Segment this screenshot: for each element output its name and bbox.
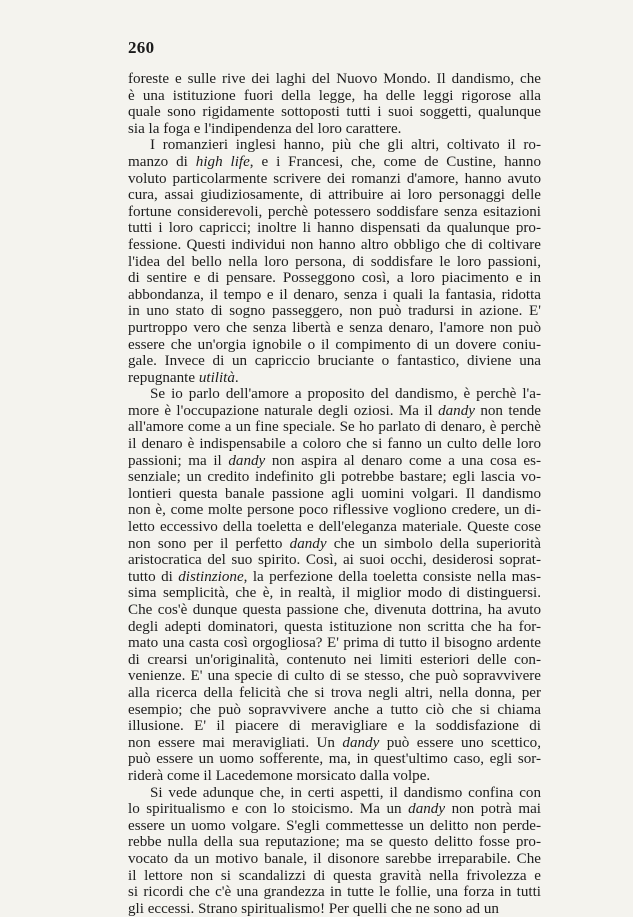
italic-term: dandy (342, 734, 380, 751)
page-number: 260 (128, 38, 155, 57)
text-line: repugnante utilità. (128, 369, 239, 386)
italic-term: dandy (408, 801, 446, 818)
text-line: aristocratica del suo spirito. Così, ai suoi occhi, desiderosi soprat- (128, 552, 541, 569)
text-line: tutto di distinzione, la perfezione della toeletta consiste nella mas- (128, 568, 541, 585)
text-line: Se io parlo dell'amore a proposito del dandismo, è perchè l'a- (150, 386, 541, 403)
text-line: senziale; un credito indefinito gli potrebbe bastare; egli lascia vo- (128, 469, 541, 486)
italic-term: dandy (228, 452, 266, 469)
text-line: alla ricerca della felicità che si trova negli altri, nella donna, per (128, 684, 541, 701)
text-line: gale. Invece di un capriccio bruciante o fantastico, diviene una (128, 353, 541, 370)
italic-term: dandy (438, 402, 475, 419)
text-line: essere che un'orgia ignobile o il compimento di un dovere coniu- (128, 336, 541, 353)
text-line: esempio; che può sopravvivere anche a tutto ciò che si chiama (128, 701, 541, 718)
paragraph (128, 386, 541, 784)
text-line: si ricordi che c'è una grandezza in tutte le follie, una forza in tutti (128, 884, 541, 901)
text-line: di crearsi un'originalità, contenuto nei limiti esteriori delle con- (128, 651, 541, 668)
text-line: non sono per il perfetto dandy che un simbolo della superiorità (128, 535, 541, 552)
text-line: manzo di high life, e i Francesi, che, come de Custine, hanno (128, 153, 541, 170)
text-line: vocato da un motivo banale, il disonore sarebbe irreparabile. Che (128, 850, 541, 867)
text-line: abbondanza, il tempo e il denaro, senza i quali la fantasia, ridotta (128, 286, 541, 303)
text-line: mato una casta così orgogliosa? E' prima di tutto il bisogno ardente (128, 635, 541, 652)
text-line: sia la foga e l'indipendenza del loro carattere. (128, 120, 402, 137)
text-line: in uno stato di sogno passeggero, non può tradursi in azione. E' (128, 303, 541, 320)
text-line: passioni; ma il dandy non aspira al denaro come a una cosa es- (128, 452, 541, 469)
text-line: non è, come molte persone poco riflessive vogliono credere, un di- (128, 502, 541, 519)
paragraph (128, 137, 541, 386)
text-line: all'amore come a un fine speciale. Se ho parlato di denaro, è perchè (128, 419, 541, 436)
paragraph (128, 785, 541, 917)
text-line: venienze. E' una specie di culto di se stesso, che può sopravvivere (128, 668, 541, 685)
text-line: more è l'occupazione naturale degli oziosi. Ma il dandy non tende (128, 402, 542, 419)
text-line: gli eccessi. Strano spiritualismo! Per quelli che ne sono ad un (128, 900, 499, 917)
text-line: Si vede adunque che, in certi aspetti, il dandismo confina con (150, 784, 541, 801)
text-line: tutti i loro capricci; inoltre li hanno dispensati da qualunque pro- (128, 220, 541, 237)
text-line: fortune considerevoli, perchè potessero soddisfare senza esitazioni (128, 203, 541, 220)
text-line: degli adepti dominatori, questa istituzione non scritta che ha for- (128, 618, 541, 635)
text-line: lontieri questa banale passione agli uomini volgari. Il dandismo (128, 485, 541, 502)
italic-term: high life (195, 153, 250, 170)
text-line: può essere un uomo sofferente, ma, in quest'ultimo caso, egli sor- (128, 751, 541, 768)
text-line: lo spiritualismo e con lo stoicismo. Ma un dandy non potrà mai (128, 801, 541, 818)
text-line: fessione. Questi individui non hanno altro obbligo che di coltivare (128, 236, 541, 253)
text-line: illusione. E' il piacere di meravigliare e la soddisfazione di (128, 718, 541, 735)
text-line: cura, assai giudiziosamente, di attribuire ai loro personaggi delle (128, 187, 541, 204)
text-line: riderà come il Lacedemone morsicato dalla volpe. (128, 767, 431, 784)
text-line: purtroppo vero che senza libertà e senza denaro, l'amore non può (128, 319, 541, 336)
text-line: sima semplicità, che è, in realtà, il miglior modo di distinguersi. (128, 585, 541, 602)
italic-term: distinzione (178, 568, 244, 585)
text-line: I romanzieri inglesi hanno, più che gli altri, coltivato il ro- (150, 137, 541, 154)
paragraph (128, 71, 541, 137)
text-line: foreste e sulle rive dei laghi del Nuovo Mondo. Il dandismo, che (128, 71, 541, 87)
text-line: l'idea del bello nella loro persona, di soddisfare le loro passioni, (128, 253, 541, 270)
text-line: letto eccessivo della toeletta e dell'eleganza materiale. Queste cose (128, 519, 541, 536)
italic-term: dandy (289, 535, 327, 552)
text-line: Che cos'è dunque questa passione che, divenuta dottrina, ha avuto (128, 602, 541, 618)
body-text (128, 71, 541, 917)
text-line: il lettore non si scandalizzi di questa gravità nella frivolezza e (128, 867, 541, 884)
text-line: non essere mai meravigliati. Un dandy può essere uno scettico, (128, 734, 541, 751)
italic-term: utilità (198, 369, 235, 386)
text-line: rebbe nulla della sua reputazione; ma se questo delitto fosse pro- (128, 834, 541, 851)
text-line: è una istituzione fuori della legge, ha delle leggi rigorose alla (128, 87, 541, 104)
text-line: essere un uomo volgare. S'egli commettesse un delitto non perde- (128, 817, 541, 834)
text-line: voluto particolarmente scrivere dei romanzi d'amore, hanno avuto (128, 170, 541, 187)
text-line: il denaro è indispensabile a coloro che si fanno un culto delle loro (128, 436, 541, 453)
text-line: di sentire e di pensare. Posseggono così, a loro piacimento e in (128, 270, 541, 287)
text-line: quale sono rigidamente sottoposti tutti i suoi soggetti, qualunque (128, 104, 541, 121)
